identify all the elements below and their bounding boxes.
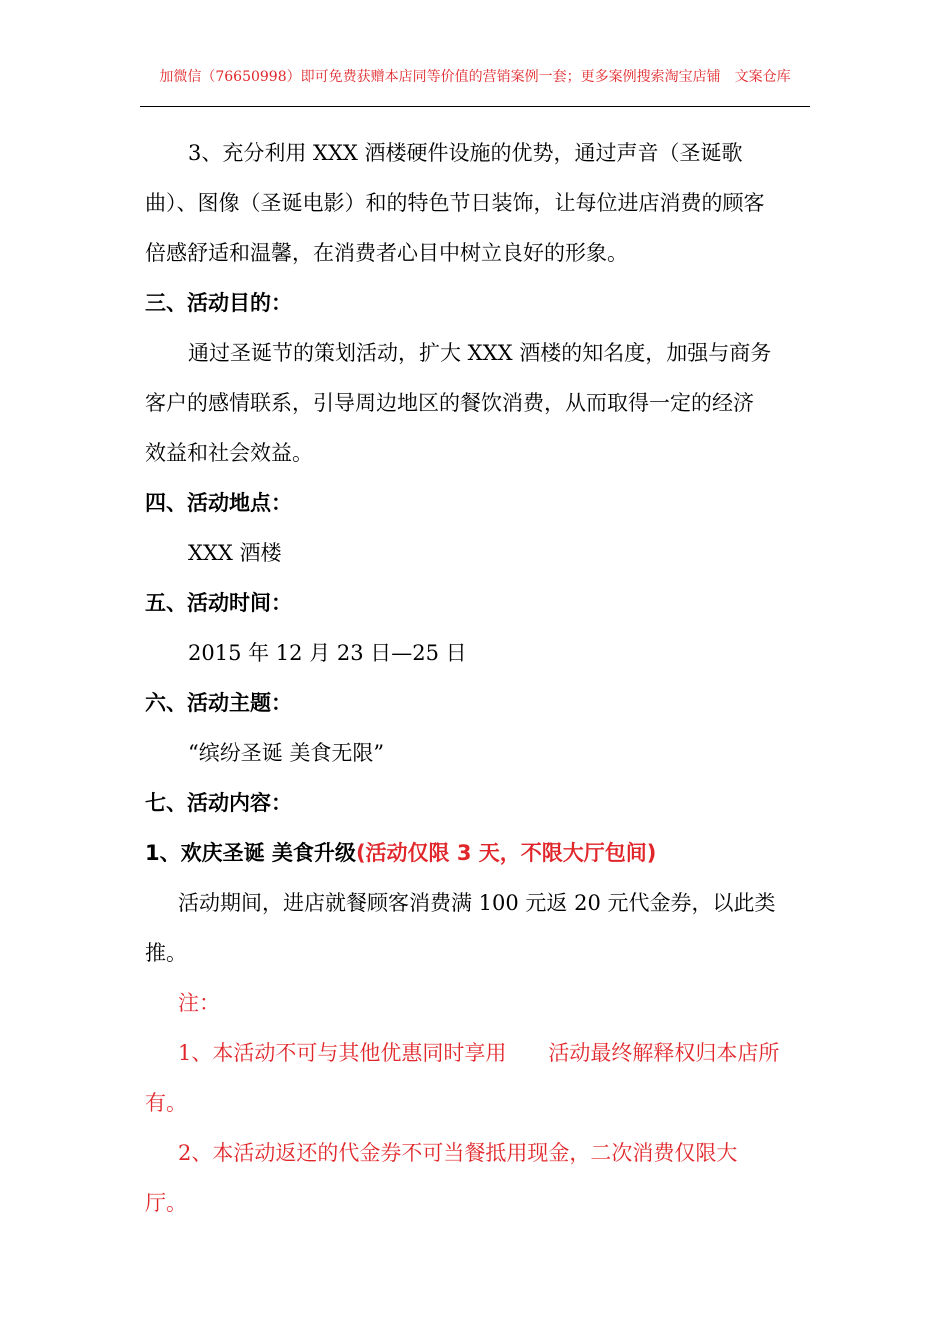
item-note: (活动仅限 3 天，不限大厅包间) [355,841,657,865]
page-header: 加微信（76650998）即可免费获赠本店同等价值的营销案例一套；更多案例搜索淘宝店铺 文案仓库 [159,69,791,85]
note-line: 有。 [145,1091,187,1115]
paragraph-line: 客户的感情联系，引导周边地区的餐饮消费，从而取得一定的经济 [145,391,754,415]
paragraph-line: XXX 酒楼 [188,541,282,565]
section-heading-time: 五、活动时间： [145,591,292,615]
header-divider [140,106,810,107]
paragraph-line: 3、充分利用 XXX 酒楼硬件设施的优势，通过声音（圣诞歌 [188,141,743,165]
note-heading: 注： [178,991,220,1015]
paragraph-line: “缤纷圣诞 美食无限” [188,741,385,765]
paragraph-line: 活动期间，进店就餐顾客消费满 100 元返 20 元代金券，以此类 [178,891,776,915]
paragraph-line: 2015 年 12 月 23 日—25 日 [188,641,467,665]
paragraph-line: 倍感舒适和温馨，在消费者心目中树立良好的形象。 [145,241,628,265]
note-line: 厅。 [145,1191,187,1215]
paragraph-line: 曲）、图像（圣诞电影）和的特色节日装饰，让每位进店消费的顾客 [145,191,765,215]
paragraph-line: 通过圣诞节的策划活动，扩大 XXX 酒楼的知名度，加强与商务 [188,341,772,365]
section-heading-location: 四、活动地点： [145,491,292,515]
section-heading-purpose: 三、活动目的： [145,291,292,315]
section-heading-content: 七、活动内容： [145,791,292,815]
note-line: 1、本活动不可与其他优惠同时享用 活动最终解释权归本店所 [178,1041,780,1065]
paragraph-line: 效益和社会效益。 [145,441,313,465]
item-title: 1、欢庆圣诞 美食升级 [145,841,356,865]
note-line: 2、本活动返还的代金券不可当餐抵用现金，二次消费仅限大 [178,1141,738,1165]
item-heading [145,838,656,868]
paragraph-line: 推。 [145,941,187,965]
section-heading-theme: 六、活动主题： [145,691,292,715]
